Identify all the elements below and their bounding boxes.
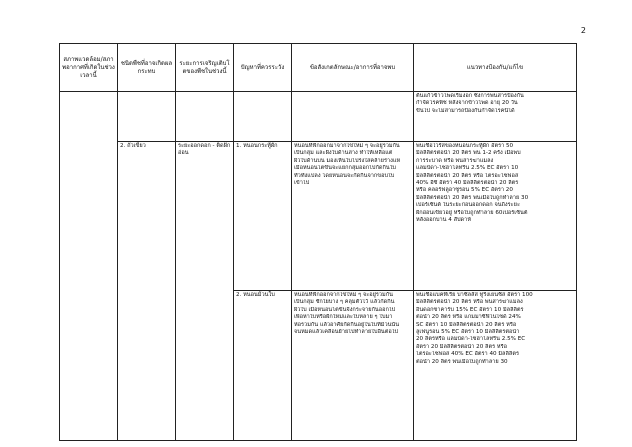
- table-header-row: [60, 44, 577, 92]
- prevention-line: กำจัดโรคพืช หลังจากข้าวโพด อายุ 20 วัน: [416, 100, 518, 107]
- cell-problem: 2. หนอนม้วนใบ: [234, 291, 292, 441]
- pest-advisory-table: [59, 43, 577, 441]
- header-problem: ปัญหาที่ควรระวัง: [234, 44, 292, 92]
- prevention-line: มิลลิลิตรต่อน้ำ 20 ลิตร พ่นเมื่อใบถูกทำลาย 30: [416, 194, 529, 201]
- symptom-line: เมื่อหนอนโตขึ้นจะแยกกลุ่มออกไปกัดกินใบ: [294, 165, 396, 172]
- symptom-line: จนหมดแล้วเคลื่อนย้ายไปทำลายใบอื่นต่อไป: [294, 329, 399, 336]
- symptom-line: เป็นกลุ่ม และฝังใบด้านล่าง ทำให้เหลือแต่: [294, 150, 393, 157]
- cell-stage: ระยะออกดอก - ติดฝักอ่อน: [176, 142, 234, 441]
- prevention-line: SC อัตรา 10 มิลลิลิตรต่อน้ำ 20 ลิตร หรือ: [416, 321, 517, 328]
- prevention-line: หรือ คลอร์ฟลูอาซูรอน 5% EC อัตรา 20: [416, 187, 513, 194]
- prevention-line: เปอร์เซ็นต์ ในระยะก่อนออกดอก จนถึงระยะ: [416, 202, 520, 209]
- cell-symptoms: [292, 92, 414, 142]
- table-row: [60, 92, 577, 142]
- table-row: [60, 142, 577, 291]
- symptom-line: เข้าไป: [294, 180, 310, 187]
- prevention-line: แลมป์ดา-ไซฮาโลทริน 2.5% EC อัตรา 10: [416, 165, 519, 172]
- header-environment: สภาพแวดล้อม/สภาพอากาศที่เกิดในช่วงเวลานี้: [60, 44, 118, 92]
- cell-prevention: [414, 142, 577, 291]
- cell-symptoms: [292, 291, 414, 441]
- prevention-line: 20 ลิตรหรือ แลมบ์ดา-ไซฮาโลทริน 2.5% EC: [416, 336, 526, 343]
- prevention-line: การระบาด หรือ พ่นสารฆ่าแมลง: [416, 157, 494, 164]
- symptom-line: ห่อรวมกัน แล้วอาศัยกัดกินอยู่ในใบที่ม้วนนั้น: [294, 321, 400, 328]
- header-crop: ชนิดพืชที่อาจเกิดผลกระทบ: [118, 44, 176, 92]
- cell-stage: [176, 92, 234, 142]
- prevention-line: พ่นเชื้อแบคทีเรีย บาซิลลัส ทูริงเยนซิส อัตรา 100: [416, 292, 533, 298]
- cell-crop: 2. ถั่วเขียว: [118, 142, 176, 441]
- cell-crop: [118, 92, 176, 142]
- symptom-line: หนอนที่ฟักออกมาจากไข่ใหม่ ๆ จะอยู่รวมกัน: [294, 143, 400, 149]
- header-growth-stage: ระยะการเจริญเติบโตของพืชในช่วงนี้: [176, 44, 234, 92]
- cell-environment: [60, 92, 118, 441]
- prevention-line: ต่อน้ำ 20 ลิตร พ่นเมื่อใบถูกทำลาย 30: [416, 358, 508, 365]
- cell-prevention: [414, 291, 577, 441]
- symptom-line: เป็นกลุ่ม ชักใยบาง ๆ คลุมตัวไว้ แล้วกัดกิน: [294, 299, 395, 306]
- symptom-line: หนอนที่ฟักออกจากไข่ใหม่ ๆ จะอยู่รวมกัน: [294, 292, 393, 298]
- cell-problem: 1. หนอนกระทู้ผัก: [234, 142, 292, 291]
- symptom-line: เพื่อหาใบหรือฝักใหม่และใบหลาย ๆ ใบมา: [294, 314, 393, 321]
- symptom-line: ผิวใบ เมื่อหนอนโตขึ้นจึงกระจายกันออกไป: [294, 306, 396, 313]
- prevention-line: ต่อน้ำ 20 ลิตร หรือ แกมมาซีฟีโนไซด์ 24%: [416, 314, 521, 321]
- cell-symptoms: [292, 142, 414, 291]
- symptom-line: ทั่วทั้งแปลง โดยหนอนจะกัดกินจากขอบใบ: [294, 172, 395, 179]
- prevention-line: ฝักอ่อนเขียวอยู่ หรือใบถูกทำลาย 60เปอร์เซ็นต์: [416, 209, 528, 216]
- prevention-line: มิลลิลิตรต่อน้ำ 20 ลิตร พ่น 1-2 ครั้ง เมื่อพบ: [416, 150, 521, 157]
- cell-problem: [234, 92, 292, 142]
- prevention-line: พ่นเชื้อไวรัสของหนอนกระทู้ผัก อัตรา 50: [416, 143, 514, 149]
- prevention-line: อินดอกซาคาร์บ 15% EC อัตรา 10 มิลลิลิตร: [416, 306, 524, 313]
- prevention-line: ลูเฟนูรอน 5% EC อัตรา 10 มิลลิลิตรต่อน้ำ: [416, 329, 520, 336]
- prevention-line: ไตรอะโซฟอส 40% EC อัตรา 40 มิลลิลิตร: [416, 351, 519, 358]
- prevention-line: ขึ้นไป จะไม่สามารถป้องกันกำจัดโรคนี้ได้: [416, 107, 515, 114]
- prevention-line: มิลลิลิตรต่อน้ำ 20 ลิตร หรือ ไตรอะโซฟอส: [416, 172, 519, 179]
- prevention-line: หลังออกบาน 4 สัปดาห์: [416, 217, 472, 224]
- header-prevention: แนวทางป้องกัน/แก้ไข: [414, 44, 577, 92]
- cell-prevention: [414, 92, 577, 142]
- prevention-line: อัตรา 20 มิลลิลิตรต่อน้ำ 20 ลิตร หรือ: [416, 343, 507, 350]
- page-number: 2: [580, 26, 586, 35]
- symptom-line: ผิวใบด้านบน มองเห็นใบโปร่งใสคล้ายร่างแห: [294, 157, 401, 164]
- header-symptoms: ข้อสังเกตลักษณะ/อาการที่อาจพบ: [292, 44, 414, 92]
- prevention-line: ต้นแก้วข้าวโพดเริ่มงอก ซึ่งการพ่นสารป้องกัน: [416, 93, 524, 99]
- prevention-line: 40% อีซี อัตรา 40 มิลลิลิตรต่อน้ำ 20 ลิตร: [416, 180, 519, 187]
- prevention-line: มิลลิลิตรต่อน้ำ 20 ลิตร หรือ พ่นสารฆ่าแมลง: [416, 299, 523, 306]
